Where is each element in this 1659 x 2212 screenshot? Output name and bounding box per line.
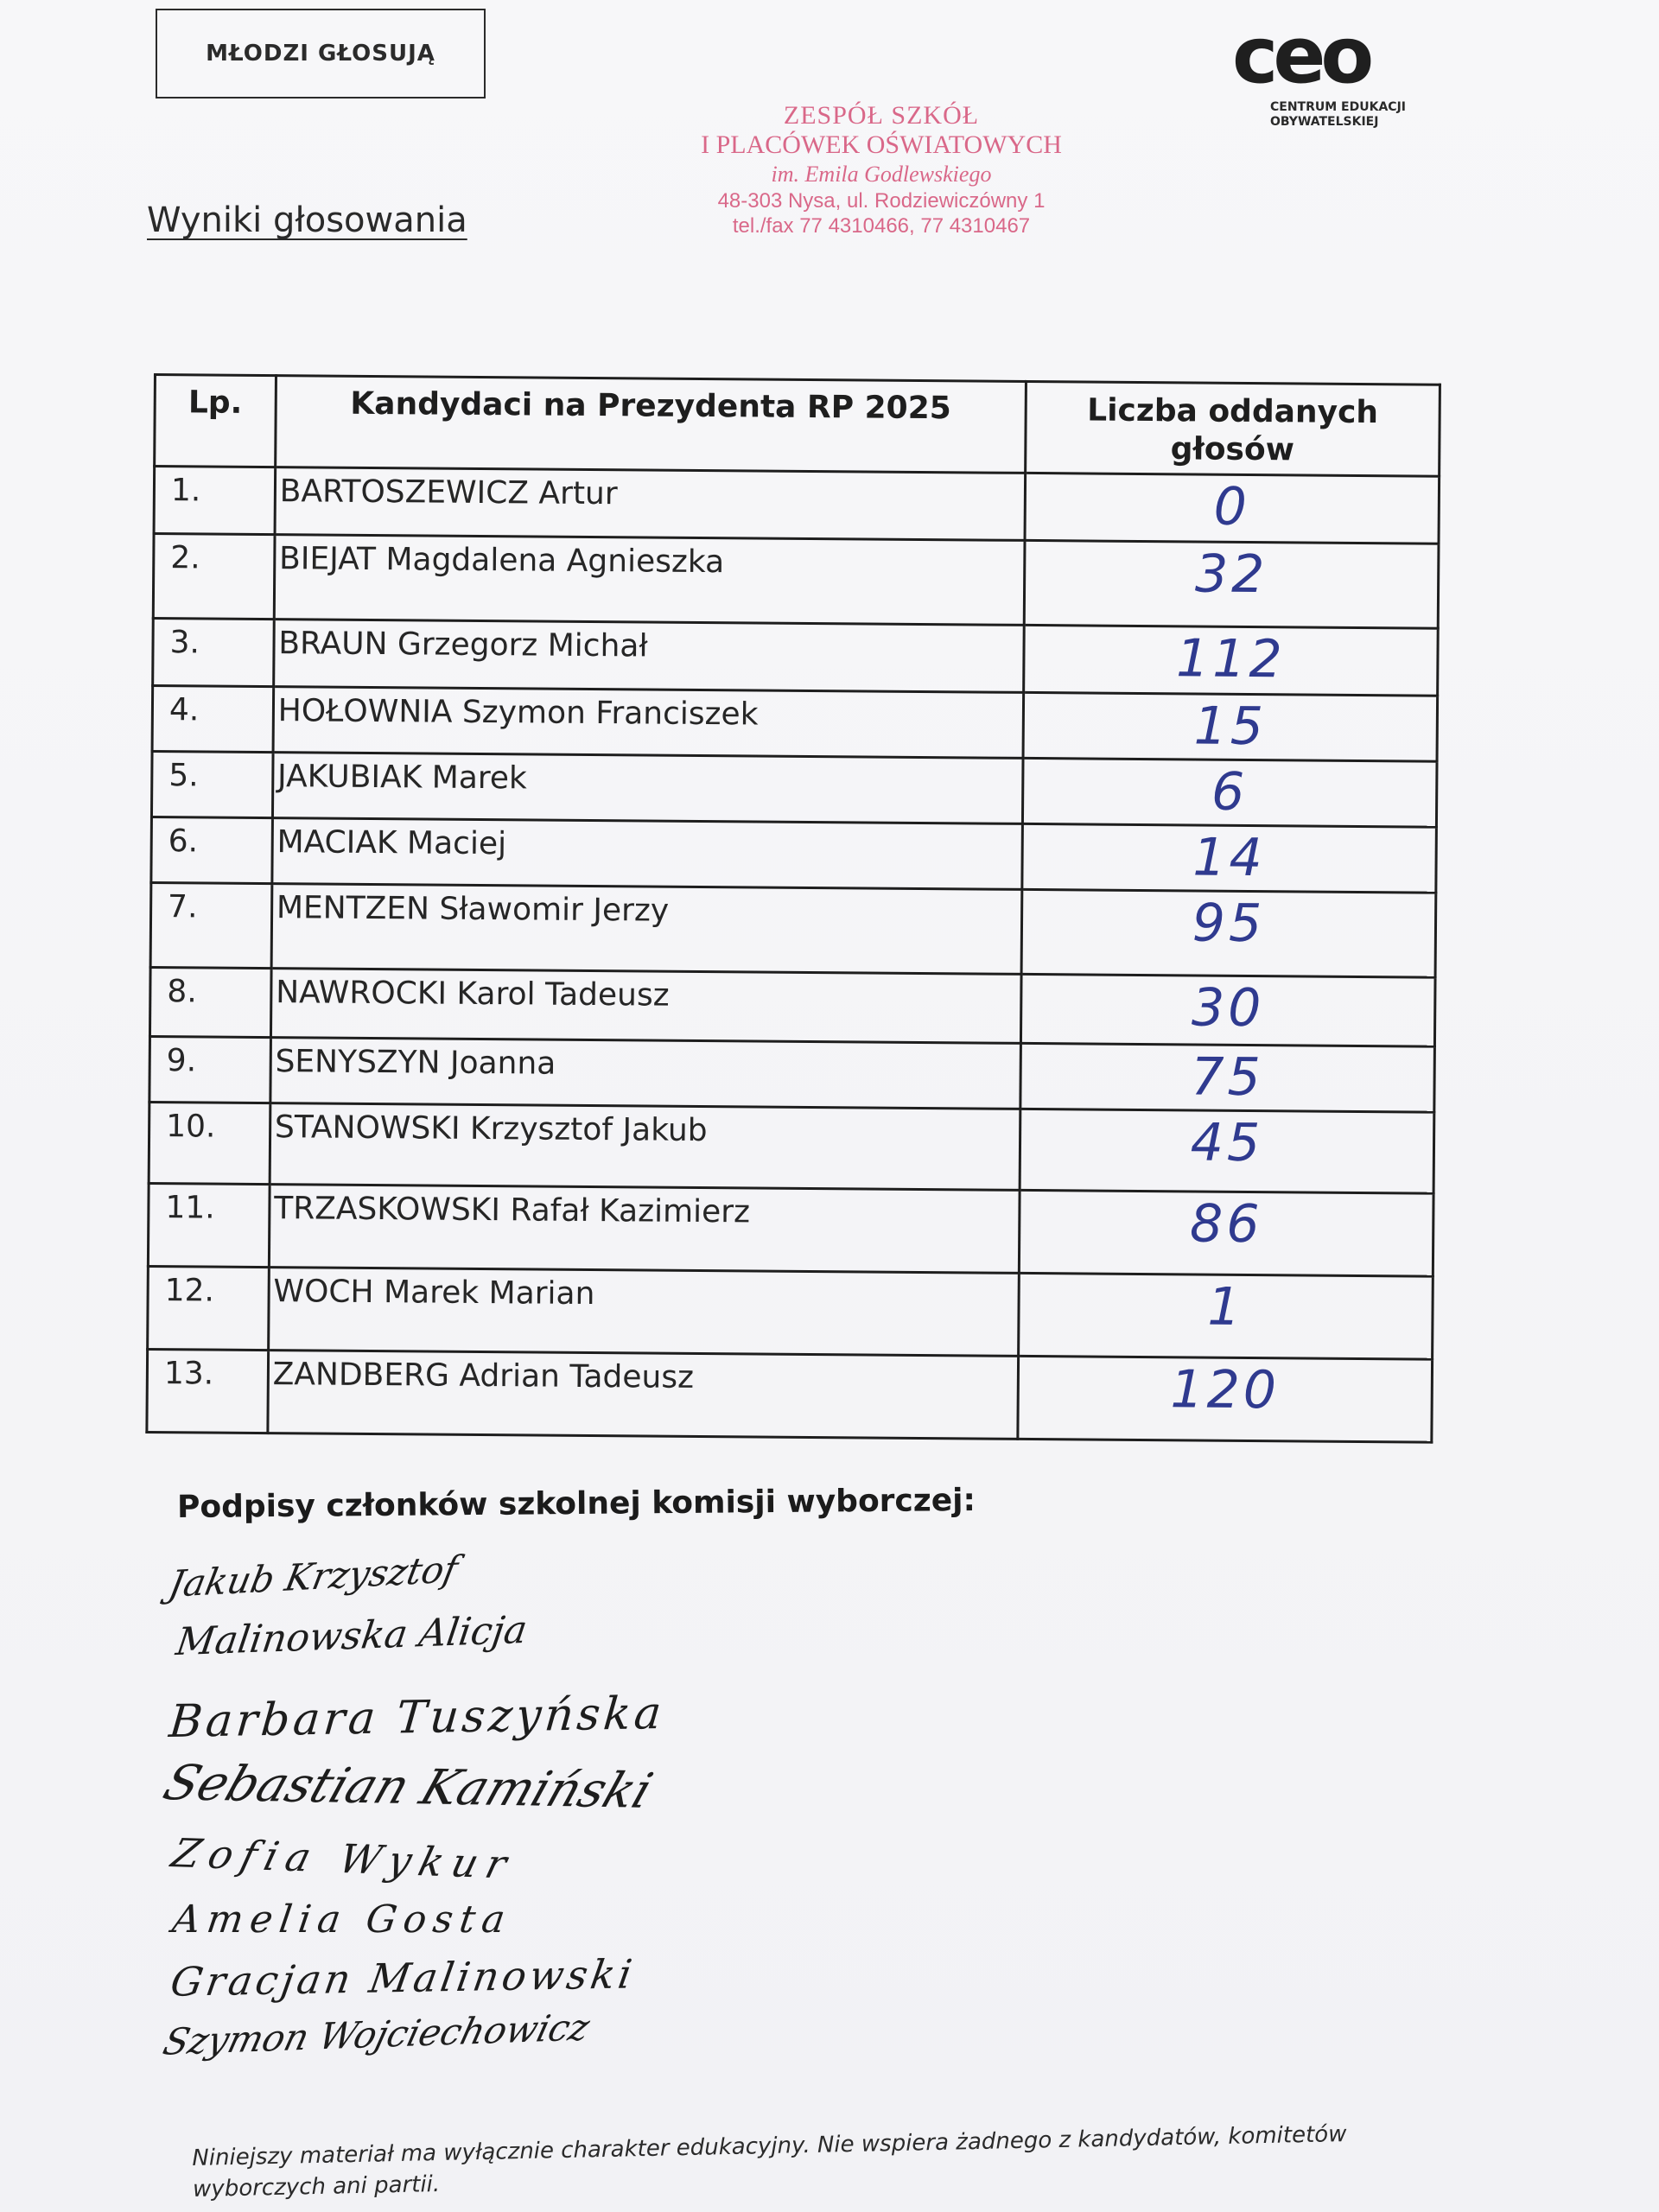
row-candidate-name: JAKUBIAK Marek [272, 753, 1023, 824]
table-row [153, 534, 1439, 629]
ceo-logo-subtitle-line1: CENTRUM EDUKACJI [1270, 100, 1406, 114]
row-lp: 5. [151, 751, 272, 817]
row-lp: 13. [147, 1349, 269, 1433]
table-row [153, 619, 1439, 696]
row-candidate-name: BARTOSZEWICZ Artur [275, 467, 1026, 541]
row-lp: 7. [150, 882, 272, 968]
ceo-logo-mark: ceo [1232, 10, 1370, 101]
table-row [147, 1349, 1433, 1442]
header-lp: Lp. [155, 375, 276, 467]
row-vote-count: 14 [1022, 823, 1437, 893]
row-lp: 1. [154, 467, 275, 535]
row-vote-count: 112 [1024, 625, 1439, 696]
row-lp: 2. [153, 534, 275, 620]
disclaimer-line-1: Niniejszy materiał ma wyłącznie charakter edukacyjny. Nie wspiera żadnego z kandydatów, komitetów [192, 2121, 1347, 2171]
signature: Zofia Wykur [167, 1829, 520, 1888]
table-row [148, 1266, 1433, 1359]
stamp-line-5: tel./fax 77 4310466, 77 4310467 [732, 214, 1031, 238]
table-row [149, 1036, 1435, 1112]
row-candidate-name: WOCH Marek Marian [268, 1268, 1019, 1357]
row-lp: 10. [149, 1102, 270, 1184]
row-vote-count: 86 [1019, 1190, 1433, 1276]
signature: Barbara Tuszyńska [167, 1687, 667, 1749]
table-row [154, 467, 1440, 544]
stamp-line-1: ZESPÓŁ SZKÓŁ [783, 101, 980, 130]
row-candidate-name: MENTZEN Sławomir Jerzy [271, 884, 1022, 975]
ceo-logo [1227, 10, 1452, 138]
table-row [151, 751, 1437, 827]
document-title: Wyniki głosowania [147, 200, 467, 240]
row-candidate-name: MACIAK Maciej [272, 818, 1023, 890]
ceo-logo-subtitle-line2: OBYWATELSKIEJ [1270, 115, 1379, 129]
row-candidate-name: BIEJAT Magdalena Agnieszka [274, 535, 1025, 626]
row-lp: 6. [151, 817, 272, 883]
row-vote-count: 45 [1020, 1109, 1434, 1193]
row-vote-count: 120 [1018, 1356, 1433, 1442]
row-candidate-name: NAWROCKI Karol Tadeusz [270, 969, 1021, 1044]
table-row [148, 1183, 1433, 1276]
disclaimer-line-2: wyborczych ani partii. [192, 2171, 441, 2202]
row-lp: 9. [149, 1036, 270, 1103]
row-candidate-name: HOŁOWNIA Szymon Franciszek [273, 687, 1024, 759]
row-vote-count: 32 [1024, 540, 1439, 628]
table-row [151, 817, 1437, 893]
row-candidate-name: BRAUN Grzegorz Michał [273, 620, 1024, 693]
signature: Szymon Wojciechowicz [158, 2005, 594, 2063]
table-row [150, 882, 1436, 977]
row-vote-count: 75 [1020, 1043, 1435, 1112]
row-candidate-name: ZANDBERG Adrian Tadeusz [268, 1351, 1019, 1440]
table-row [152, 686, 1438, 762]
signature: Sebastian Kamiński [156, 1755, 660, 1820]
row-vote-count: 6 [1022, 758, 1437, 827]
row-lp: 12. [148, 1266, 270, 1350]
mlodzi-glosuja-badge: MŁODZI GŁOSUJĄ [156, 9, 486, 99]
row-candidate-name: TRZASKOWSKI Rafał Kazimierz [269, 1185, 1020, 1274]
row-vote-count: 95 [1021, 889, 1436, 977]
signature: Gracjan Malinowski [167, 1950, 639, 2005]
stamp-line-2: I PLACÓWEK OŚWIATOWYCH [701, 130, 1062, 159]
row-lp: 3. [153, 619, 274, 687]
header-candidates: Kandydaci na Prezydenta RP 2025 [275, 376, 1026, 474]
signatures-heading: Podpisy członków szkolnej komisji wyborczej: [176, 1482, 976, 1526]
results-table [145, 373, 1441, 1444]
row-vote-count: 1 [1019, 1273, 1433, 1359]
stamp-line-4: 48-303 Nysa, ul. Rodziewiczówny 1 [717, 189, 1046, 213]
row-lp: 4. [152, 686, 273, 753]
results-table-header-row [155, 375, 1440, 477]
disclaimer-footer [192, 2118, 1402, 2205]
row-candidate-name: SENYSZYN Joanna [270, 1038, 1021, 1109]
row-lp: 11. [148, 1183, 270, 1267]
stamp-line-3: im. Emila Godlewskiego [771, 162, 992, 187]
header-votes: Liczba oddanych głosów [1026, 381, 1440, 476]
school-stamp [665, 102, 1097, 238]
row-vote-count: 0 [1025, 473, 1440, 543]
table-row [149, 1102, 1434, 1193]
row-lp: 8. [149, 967, 270, 1037]
row-vote-count: 15 [1023, 692, 1438, 761]
table-row [149, 967, 1435, 1046]
signature: Jakub Krzysztof [165, 1547, 461, 1606]
ceo-logo-subtitle [1270, 100, 1452, 130]
row-vote-count: 30 [1020, 974, 1435, 1046]
signature: Amelia Gosta [169, 1897, 515, 1942]
row-candidate-name: STANOWSKI Krzysztof Jakub [270, 1103, 1020, 1191]
signature: Malinowska Alicja [173, 1607, 531, 1665]
